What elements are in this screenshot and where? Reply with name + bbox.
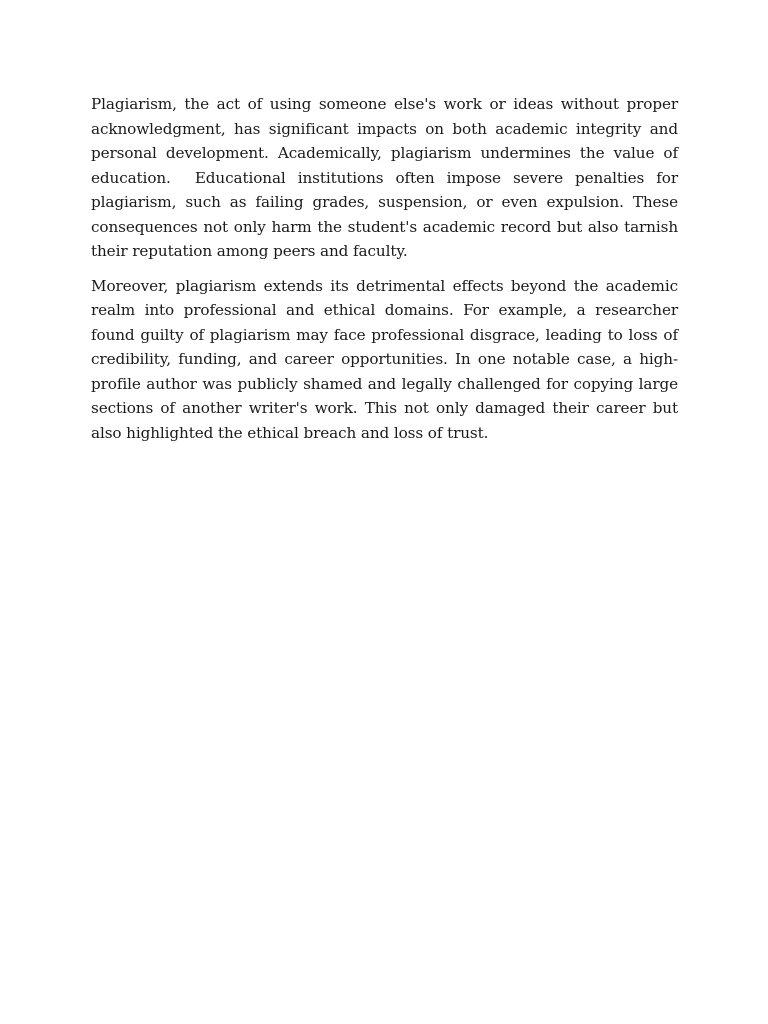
paragraph-1: Plagiarism, the act of using someone else's work or ideas without proper acknowledgment, has significant impacts on both academic integrity and personal development. Academically, plagiarism undermines the value of education. Educational institutions often impose severe penalties for plagiarism, such as failing grades, suspension, or even expulsion. These consequences not only harm the student's academic record but also tarnish their reputation among peers and faculty.	[91, 95, 683, 260]
document-body	[91, 92, 683, 455]
paragraph-2: Moreover, plagiarism extends its detrimental effects beyond the academic realm into professional and ethical domains. For example, a researcher found guilty of plagiarism may face professional disgrace, leading to loss of credibility, funding, and career opportunities. In one notable case, a high-profile author was publicly shamed and legally challenged for copying large sections of another writer's work. This not only damaged their career but also highlighted the ethical breach and loss of trust.	[91, 276, 683, 442]
